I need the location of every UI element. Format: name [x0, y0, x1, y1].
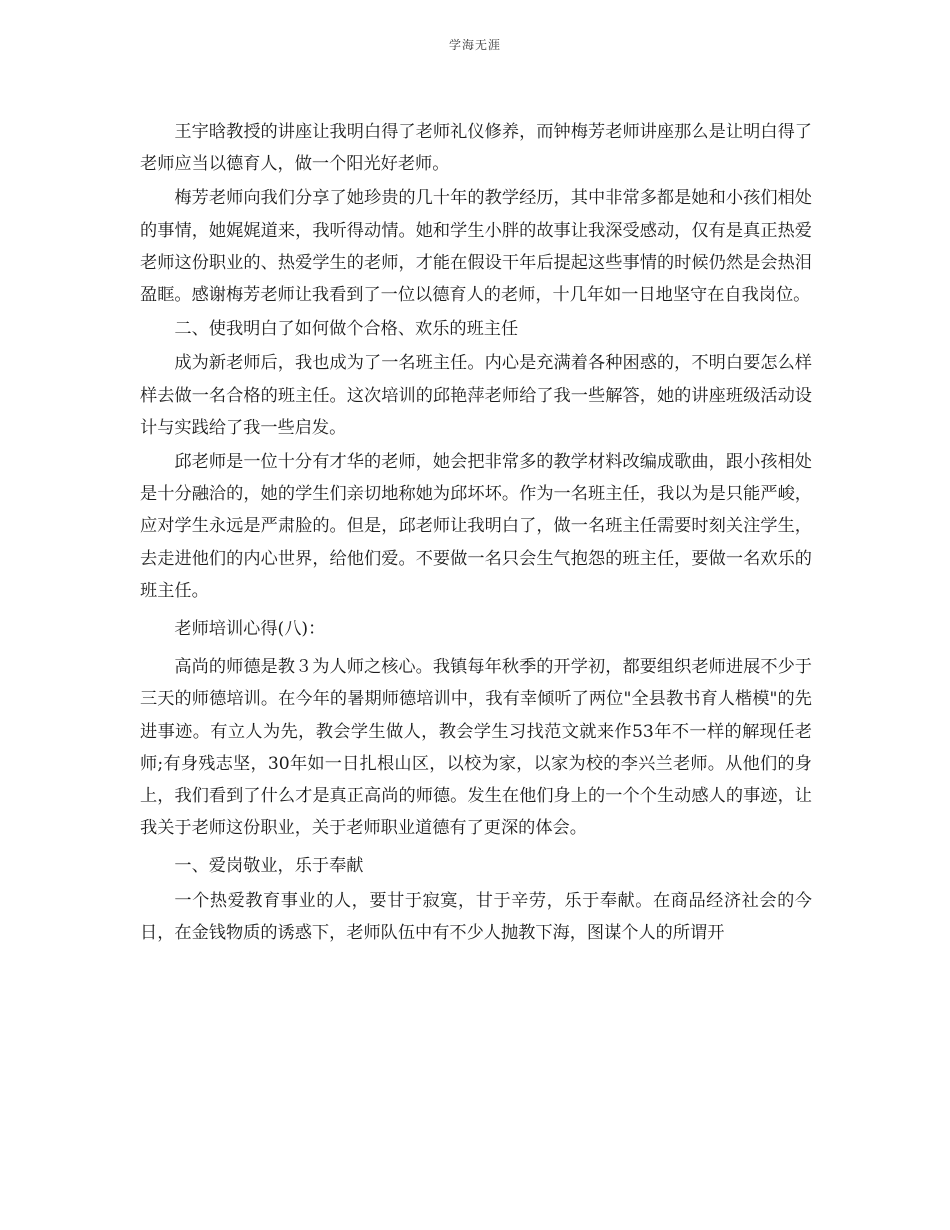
- paragraph-3: 成为新老师后，我也成为了一名班主任。内心是充满着各种困惑的，不明白要怎么样样去做一名合格的班主任。这次培训的邱艳萍老师给了我一些解答，她的讲座班级活动设计与实践给了我一些启发。: [140, 353, 812, 438]
- section-heading-2: 二、使我明白了如何做个合格、欢乐的班主任: [174, 319, 519, 340]
- paragraph-6: 一个热爱教育事业的人，要甘于寂寞，甘于辛劳，乐于奉献。在商品经济社会的今日，在金钱物质的诱惑下，老师队伍中有不少人抛教下海，图谋个人的所谓开: [140, 890, 812, 943]
- section-heading-1: 一、爱岗敬业，乐于奉献: [174, 856, 364, 877]
- document-body: [140, 116, 812, 949]
- paragraph-4: 邱老师是一位十分有才华的老师，她会把非常多的教学材料改编成歌曲，跟小孩相处是十分融洽的，她的学生们亲切地称她为邱坏坏。作为一名班主任，我以为是只能严峻，应对学生永远是严肃脸的。但是，邱老师让我明白了，做一名班主任需要时刻关注学生，去走进他们的内心世界，给他们爱。不要做一名只会生气抱怨的班主任，要做一名欢乐的班主任。: [140, 452, 812, 601]
- article-title: 老师培训心得(八)：: [174, 619, 326, 640]
- paragraph-2: 梅芳老师向我们分享了她珍贵的几十年的教学经历，其中非常多都是她和小孩们相处的事情，她娓娓道来，我听得动情。她和学生小胖的故事让我深受感动，仅有是真正热爱老师这份职业的、热爱学生的老师，才能在假设干年后提起这些事情的时候仍然是会热泪盈眶。感谢梅芳老师让我看到了一位以德育人的老师，十几年如一日地坚守在自我岗位。: [140, 188, 812, 306]
- page-header: 学海无涯: [448, 38, 501, 52]
- paragraph-1: 王宇晗教授的讲座让我明白得了老师礼仪修养，而钟梅芳老师讲座那么是让明白得了老师应当以德育人，做一个阳光好老师。: [140, 122, 812, 175]
- paragraph-5: 高尚的师德是教３为人师之核心。我镇每年秋季的开学初，都要组织老师进展不少于三天的师德培训。在今年的暑期师德培训中，我有幸倾听了两位"全县教书育人楷模"的先进事迹。有立人为先，教会学生做人，教会学生习找范文就来作53年不一样的解现任老师;有身残志坚，30年如一日扎根山区，以校为家，以家为校的李兴兰老师。从他们的身上，我们看到了什么才是真正高尚的师德。发生在他们身上的一个个生动感人的事迹，让我关于老师这份职业，关于老师职业道德有了更深的体会。: [140, 657, 812, 839]
